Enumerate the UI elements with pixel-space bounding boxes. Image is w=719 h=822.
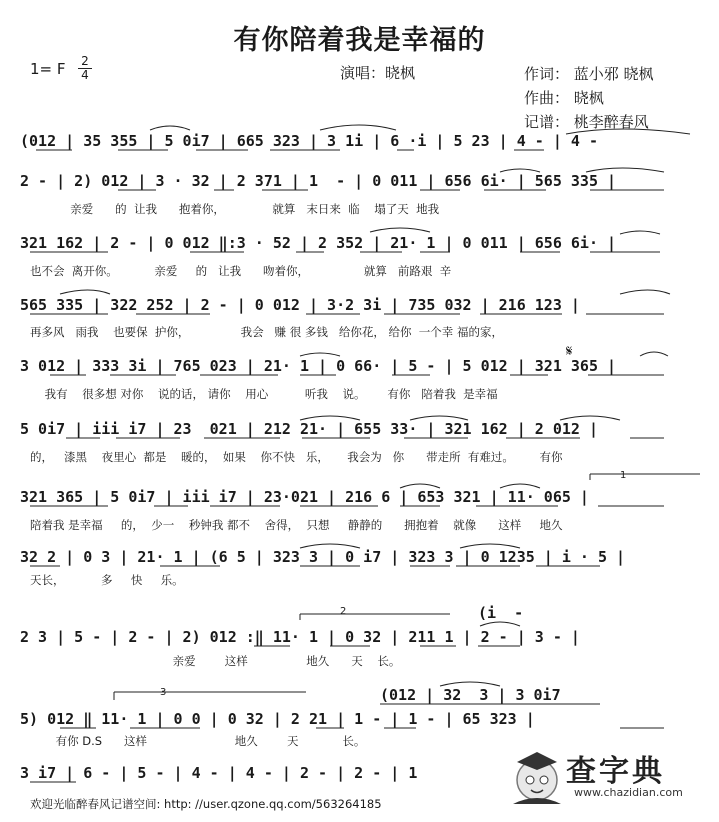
notation-row-4: 565 335 | 322 252 | 2 - | 0 012 | 3·2 3i | 735 032 | 216 123 |	[20, 296, 580, 314]
lyrics-row-3: 也不会 离开你。 亲爱 的 让我 吻着你， 就算 前路艰 辛	[30, 264, 452, 278]
notation-row-9: 2 3 | 5 - | 2 - | 2) 012 :‖ 11· 1 | 0 32 | 211 1 | 2 - | 3 - |	[20, 628, 580, 646]
lyrics-row-6: 的， 漆黑 夜里心 都是 暖的， 如果 你不快 乐， 我会为 你 带走所 有难过。 有你	[30, 450, 563, 464]
lyrics-row-5: 我有 很多想 对你 说的话， 请你 用心 听我 说。 有你 陪着我 是幸福	[30, 387, 498, 401]
time-signature	[78, 56, 92, 81]
ending-marker-one: 1	[620, 470, 627, 481]
lyrics-row-7: 陪着我 是幸福 的， 少一 秒钟我 都不 舍得， 只想 静静的 拥抱着 就像 这样 地久	[30, 518, 563, 532]
transcriber-credit: 记谱： 桃李醉春风	[524, 113, 649, 131]
watermark-brand: 查字典	[566, 754, 665, 789]
notation-row-3: 321 162 | 2 - | 0 012 ‖:3 · 52 | 2 352 | 21· 1 | 0 011 | 656 6i· |	[20, 234, 617, 252]
lyrics-row-9: 亲爱 这样 地久 天 长。	[30, 654, 401, 668]
ending-marker-three: 3	[160, 687, 167, 698]
lyrics-row-2: 亲爱 的 让我 抱着你， 就算 末日来 临 塌了天 地我	[30, 202, 440, 216]
notation-row-2: 2 - | 2) 012 | 3 · 32 | 2 371 | 1 - | 0 011 | 656 6i· | 565 335 |	[20, 172, 617, 190]
composer-credit: 作曲： 晓枫	[524, 89, 604, 107]
time-signature-bottom: 4	[81, 68, 89, 82]
lyrics-row-10: 有你 D.S 这样 地久 天 长。	[30, 734, 366, 748]
lyrics-row-8: 天长， 多 快 乐。	[30, 573, 184, 587]
notation-row-5: 3 012 | 333 3i | 765 023 | 21· 1 | 0 66· | 5 - | 5 012 | 321 365 |	[20, 357, 617, 375]
ending-marker-two: 2	[340, 606, 347, 617]
notation-row-8: 32 2 | 0 3 | 21· 1 | (6 5 | 323 3 | 0 i7 | 323 3 | 0 1235 | i · 5 |	[20, 548, 626, 566]
footer-welcome: 欢迎光临醉春风记谱空间: http: //user.qzone.qq.com/563264185	[30, 797, 382, 811]
ending-upper-notes-2: (i -	[478, 604, 524, 622]
lyrics-row-4: 再多风 雨我 也要保 护你， 我会 赚 很 多钱 给你花， 给你 一个幸 福的家，	[30, 325, 503, 339]
segno-sign: 𝄋	[566, 342, 573, 360]
key-signature: 1= F	[30, 60, 66, 78]
singer-credit: 演唱：晓枫	[340, 64, 416, 82]
ending-upper-notes: (012 | 32 3 | 3 0i7	[380, 686, 561, 704]
notation-row-11: 3 i7 | 6 - | 5 - | 4 - | 4 - | 2 - | 2 - | 1	[20, 764, 418, 782]
song-title: 有你陪着我是幸福的	[233, 25, 486, 56]
notation-row-6: 5 0i7 | iii i7 | 23 021 | 212 21· | 655 33· | 321 162 | 2 012 |	[20, 420, 598, 438]
notation-row-7: 321 365 | 5 0i7 | iii i7 | 23·021 | 216 6 | 653 321 | 11· 065 |	[20, 488, 589, 506]
lyricist-credit: 作词： 蓝小邪 晓枫	[524, 65, 654, 83]
notation-row-1: (012 | 35 355 | 5 0i7 | 665 323 | 3 1i | 6 ·i | 5 23 | 4 - | 4 -	[20, 132, 598, 150]
credits-block	[524, 62, 654, 134]
time-signature-top: 2	[81, 54, 89, 68]
watermark-url: www.chazidian.com	[574, 786, 683, 799]
notation-row-10: 5) 012 ‖ 11· 1 | 0 0 | 0 32 | 2 21 | 1 - | 1 - | 65 323 |	[20, 710, 535, 728]
